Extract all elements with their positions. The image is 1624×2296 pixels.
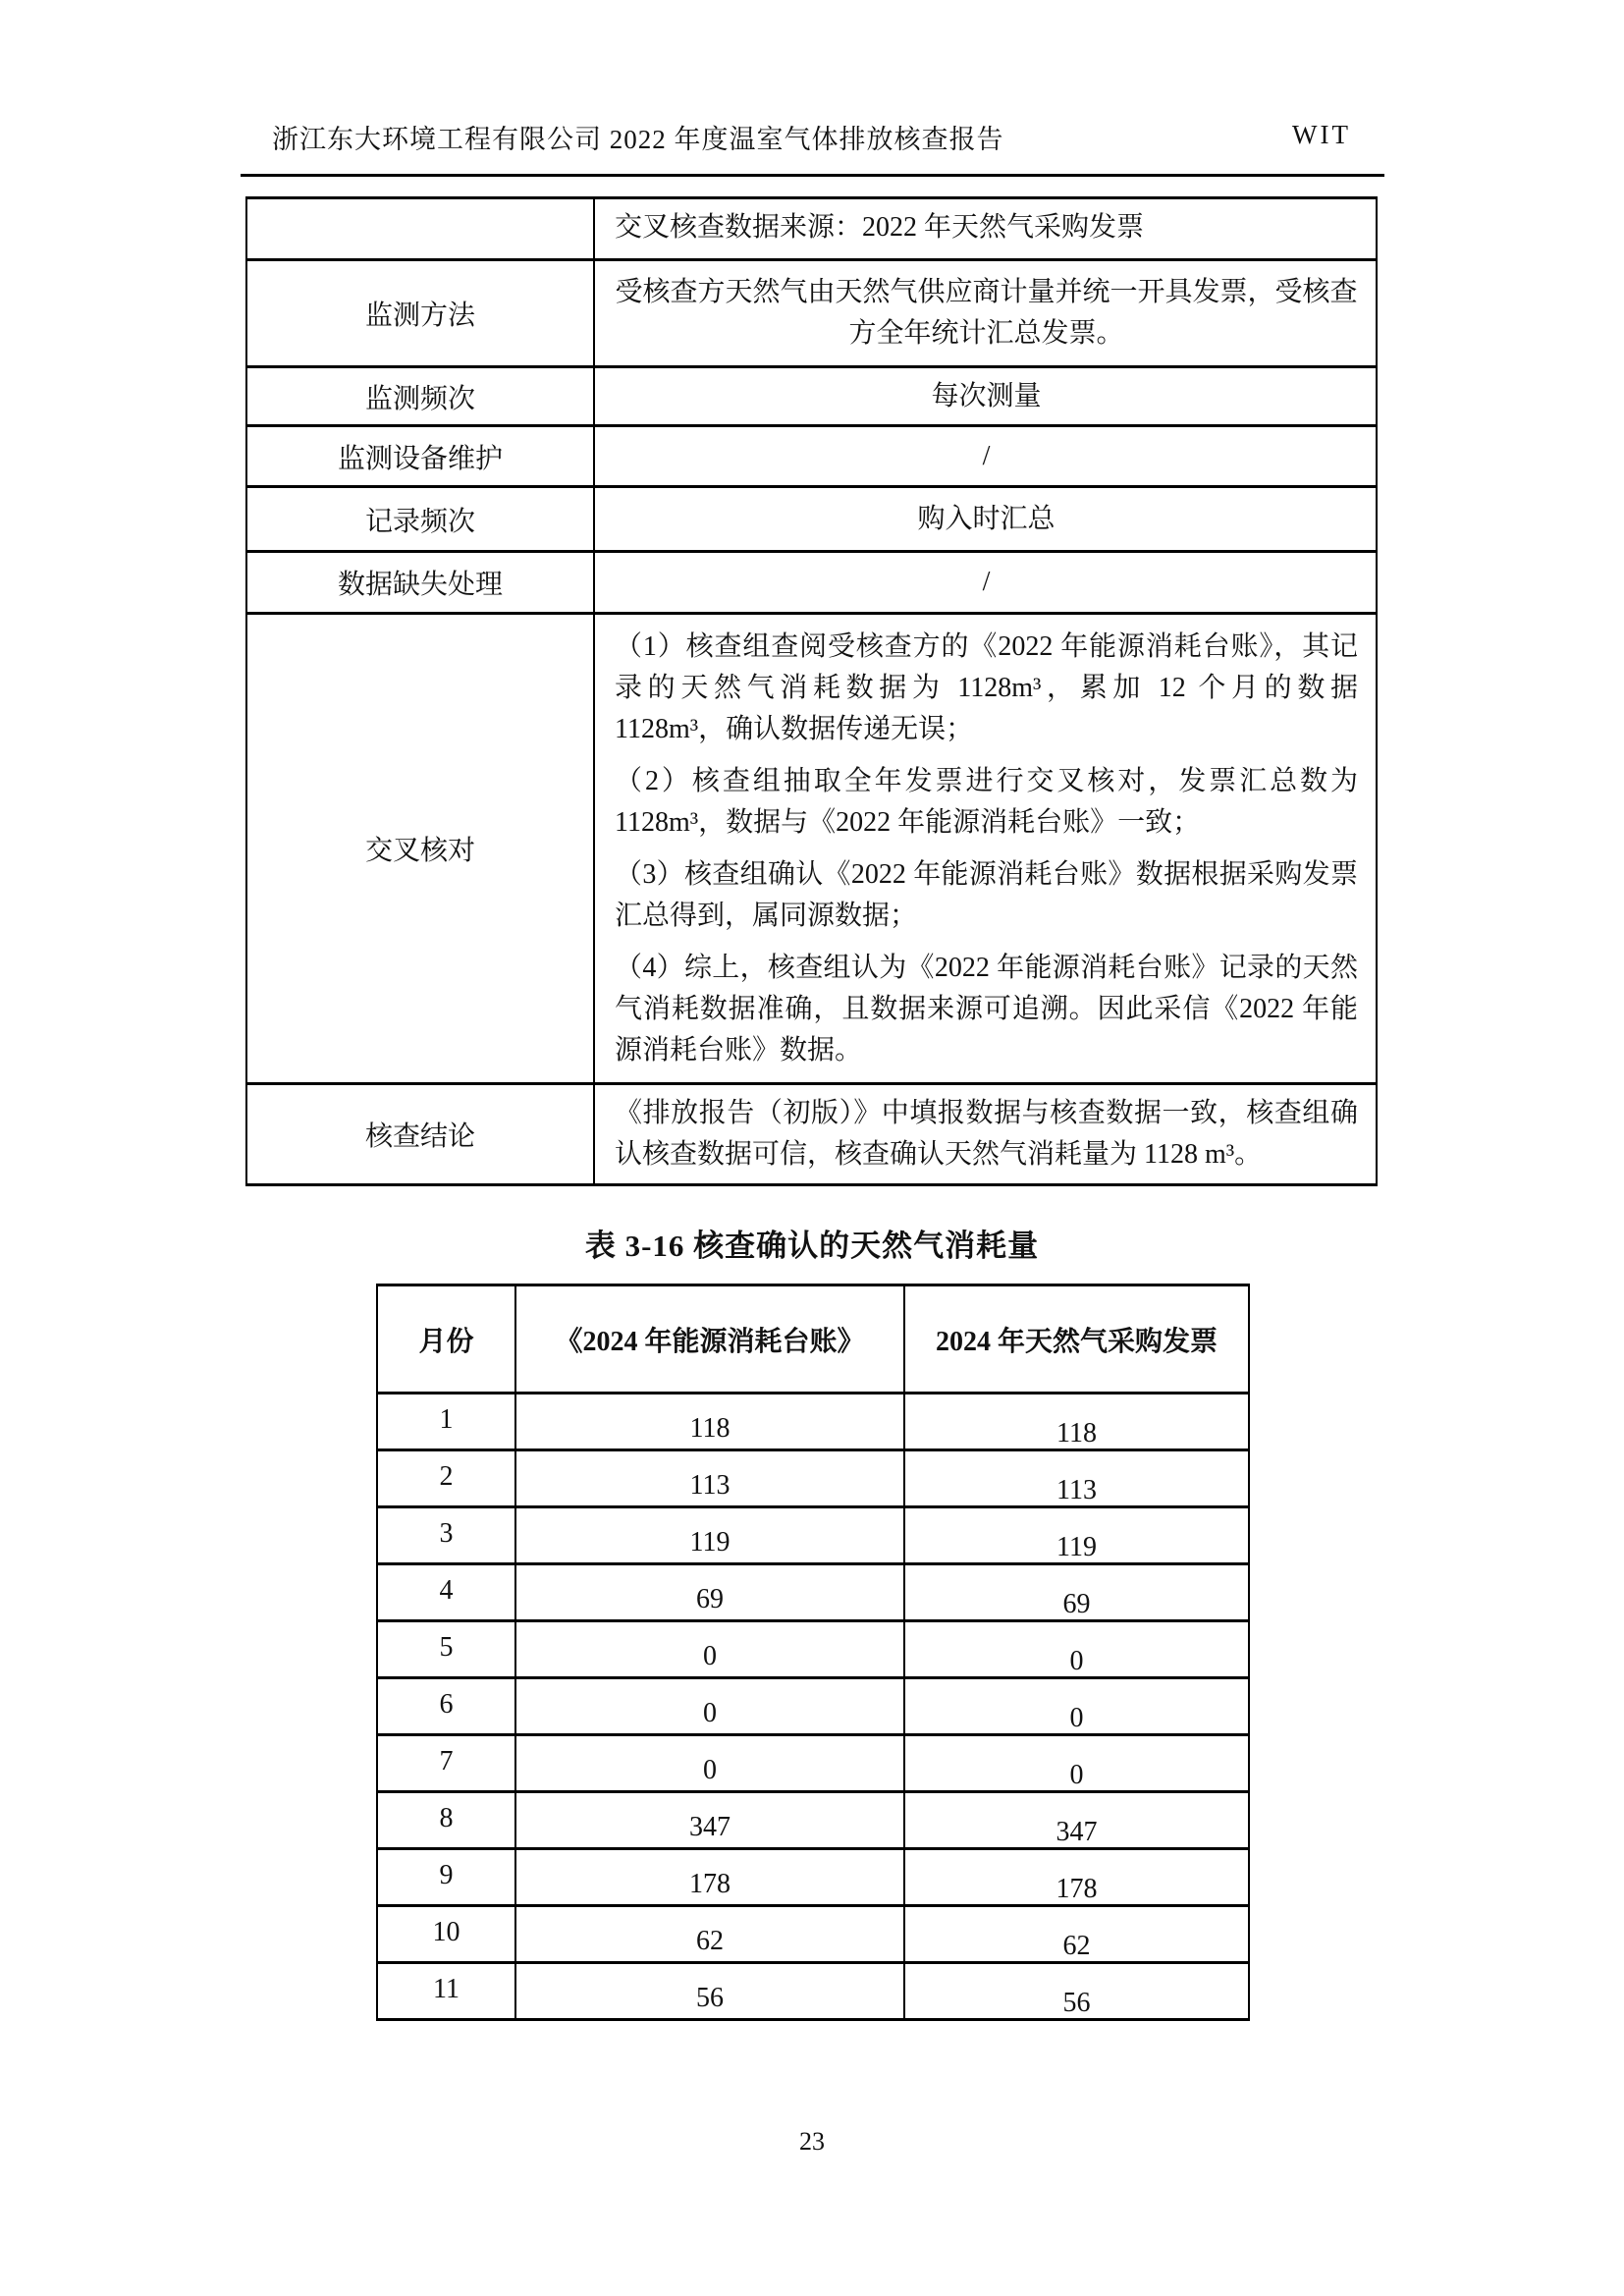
month-cell: 2 — [377, 1450, 515, 1507]
table-row — [246, 614, 1377, 1084]
table-row — [246, 487, 1377, 552]
row-label: 数据缺失处理 — [246, 552, 594, 614]
row-label: 监测方法 — [246, 260, 594, 367]
row-value: 购入时汇总 — [594, 487, 1377, 552]
row-label: 交叉核对 — [246, 614, 594, 1084]
col-header-ledger: 《2024 年能源消耗台账》 — [515, 1285, 904, 1394]
table-row — [377, 1450, 1249, 1507]
row-value: 每次测量 — [594, 367, 1377, 426]
table-row — [377, 1849, 1249, 1906]
invoice-cell: 347 — [904, 1792, 1249, 1849]
row-label: 监测频次 — [246, 367, 594, 426]
table-row — [246, 260, 1377, 367]
month-cell: 3 — [377, 1507, 515, 1564]
row-label: 核查结论 — [246, 1084, 594, 1185]
table-row — [377, 1394, 1249, 1450]
table-row — [377, 1792, 1249, 1849]
ledger-cell: 113 — [515, 1450, 904, 1507]
month-cell: 4 — [377, 1564, 515, 1621]
header-divider — [241, 174, 1384, 177]
row-value: / — [594, 552, 1377, 614]
ledger-cell: 69 — [515, 1564, 904, 1621]
table-row — [246, 1084, 1377, 1185]
table-3-16-title: 表 3-16 核查确认的天然气消耗量 — [584, 1229, 1040, 1263]
row-value: 《排放报告（初版）》中填报数据与核查数据一致，核查组确认核查数据可信，核查确认天然气消耗量为 1128 m³。 — [594, 1084, 1377, 1185]
ledger-cell: 347 — [515, 1792, 904, 1849]
cross-check-item: （4）综上，核查组认为《2022 年能源消耗台账》记录的天然气消耗数据准确，且数据来源可追溯。因此采信《2022 年能源消耗台账》数据。 — [615, 953, 1358, 1066]
month-cell: 10 — [377, 1906, 515, 1963]
col-header-month: 月份 — [377, 1285, 515, 1394]
invoice-cell: 0 — [904, 1735, 1249, 1792]
invoice-cell: 178 — [904, 1849, 1249, 1906]
table-row — [377, 1906, 1249, 1963]
row-value: / — [594, 426, 1377, 487]
row-label: 监测设备维护 — [246, 426, 594, 487]
cross-check-item: （3）核查组确认《2022 年能源消耗台账》数据根据采购发票汇总得到，属同源数据； — [615, 859, 1358, 931]
ledger-cell: 118 — [515, 1394, 904, 1450]
month-cell: 7 — [377, 1735, 515, 1792]
table-row — [246, 367, 1377, 426]
ledger-cell: 0 — [515, 1735, 904, 1792]
invoice-cell: 0 — [904, 1621, 1249, 1678]
row-value: 交叉核查数据来源：2022 年天然气采购发票 — [594, 198, 1377, 260]
table-row — [246, 552, 1377, 614]
ledger-cell: 62 — [515, 1906, 904, 1963]
page-number: 23 — [799, 2127, 825, 2156]
invoice-cell: 62 — [904, 1906, 1249, 1963]
row-value — [594, 614, 1377, 1084]
page-header-title: 浙江东大环境工程有限公司 2022 年度温室气体排放核查报告 — [272, 125, 1004, 154]
table-row — [377, 1507, 1249, 1564]
row-value: 受核查方天然气由天然气供应商计量并统一开具发票，受核查方全年统计汇总发票。 — [594, 260, 1377, 367]
cross-check-item: （1）核查组查阅受核查方的《2022 年能源消耗台账》，其记录的天然气消耗数据为 1128m³，累加 12 个月的数据 1128m³，确认数据传递无误； — [615, 631, 1358, 744]
ledger-cell: 56 — [515, 1963, 904, 2020]
invoice-cell: 118 — [904, 1394, 1249, 1450]
table-row — [377, 1564, 1249, 1621]
table-header-row — [377, 1285, 1249, 1394]
table-row — [377, 1678, 1249, 1735]
cross-check-item: （2）核查组抽取全年发票进行交叉核对，发票汇总数为 1128m³，数据与《2022 年能源消耗台账》一致； — [615, 766, 1358, 838]
ledger-cell: 0 — [515, 1678, 904, 1735]
month-cell: 9 — [377, 1849, 515, 1906]
month-cell: 11 — [377, 1963, 515, 2020]
ledger-cell: 178 — [515, 1849, 904, 1906]
table-row — [377, 1963, 1249, 2020]
invoice-cell: 0 — [904, 1678, 1249, 1735]
ledger-cell: 0 — [515, 1621, 904, 1678]
table-row — [246, 426, 1377, 487]
invoice-cell: 69 — [904, 1564, 1249, 1621]
ledger-cell: 119 — [515, 1507, 904, 1564]
invoice-cell: 119 — [904, 1507, 1249, 1564]
page-header-logo-text: WIT — [1292, 120, 1351, 149]
row-label — [246, 198, 594, 260]
table-row — [377, 1621, 1249, 1678]
month-cell: 8 — [377, 1792, 515, 1849]
table-row — [377, 1735, 1249, 1792]
invoice-cell: 56 — [904, 1963, 1249, 2020]
gas-consumption-table — [376, 1284, 1250, 2021]
monitoring-table — [245, 196, 1378, 1186]
table-row — [246, 198, 1377, 260]
col-header-invoice: 2024 年天然气采购发票 — [904, 1285, 1249, 1394]
row-label: 记录频次 — [246, 487, 594, 552]
month-cell: 1 — [377, 1394, 515, 1450]
month-cell: 5 — [377, 1621, 515, 1678]
month-cell: 6 — [377, 1678, 515, 1735]
invoice-cell: 113 — [904, 1450, 1249, 1507]
